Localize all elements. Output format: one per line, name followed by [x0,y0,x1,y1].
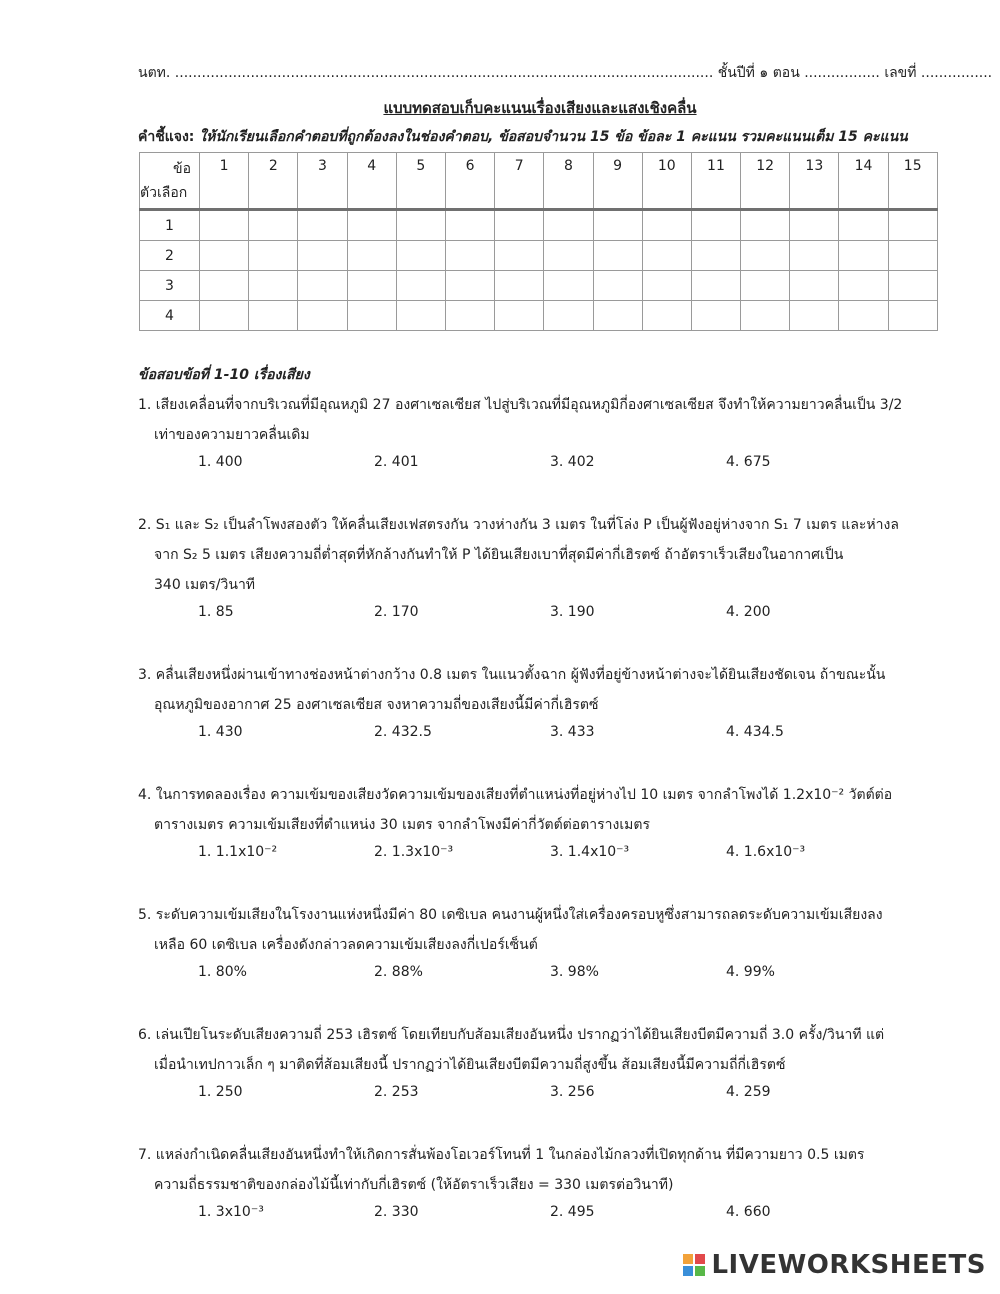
question-4-option-1[interactable]: 1. 1.1x10⁻² [198,844,278,860]
answer-row [140,301,938,331]
answer-cell[interactable] [298,271,347,301]
question-4-line-1: 4. ในการทดลองเรื่อง ความเข้มของเสียงวัดความเข้มของเสียงที่ตำแหน่งที่อยู่ห่างไป 10 เมตร จากลำโพงได้ 1.2x10⁻² วัตต์ต่อ [138,787,893,803]
answer-cell[interactable] [249,210,298,241]
question-4-option-3[interactable]: 3. 1.4x10⁻³ [550,844,630,860]
column-header: 1 [200,153,249,210]
question-2-line-1: 2. S₁ และ S₂ เป็นลำโพงสองตัว ให้คลื่นเสียงเฟสตรงกัน วางห่างกัน 3 เมตร ในที่โล่ง P เป็นผู้ฟังอยู่ห่างจาก S₁ 7 เมตร และห่างล [138,517,899,533]
question-7-option-4[interactable]: 4. 660 [726,1204,771,1220]
answer-cell[interactable] [495,241,544,271]
answer-cell[interactable] [298,210,347,241]
question-6-option-4[interactable]: 4. 259 [726,1084,771,1100]
question-6-option-1[interactable]: 1. 250 [198,1084,243,1100]
answer-cell[interactable] [544,271,593,301]
answer-cell[interactable] [593,210,642,241]
liveworksheets-logo-text: LIVEWORKSHEETS [711,1250,986,1280]
corner-choice-label: ตัวเลือก [140,185,188,201]
answer-cell[interactable] [249,301,298,331]
question-1-line-1: 1. เสียงเคลื่อนที่จากบริเวณที่มีอุณหภูมิ 27 องศาเซลเซียส ไปสู่บริเวณที่มีอุณหภูมิกี่องศาเซลเซียส จึงทำให้ความยาวคลื่นเป็น 3/2 [138,397,903,413]
answer-cell[interactable] [347,301,396,331]
question-7-option-3[interactable]: 2. 495 [550,1204,595,1220]
answer-cell[interactable] [691,241,740,271]
answer-cell[interactable] [888,241,937,271]
answer-cell[interactable] [495,210,544,241]
column-header: 12 [741,153,790,210]
question-7-line-1: 7. แหล่งกำเนิดคลื่นเสียงอันหนึ่งทำให้เกิดการสั่นพ้องโอเวอร์โทนที่ 1 ในกล่องไม้กลวงที่เปิดทุกด้าน ที่มีความยาว 0.5 เมตร [138,1147,865,1163]
answer-cell[interactable] [347,210,396,241]
question-3-option-2[interactable]: 2. 432.5 [374,724,432,740]
question-6-option-3[interactable]: 3. 256 [550,1084,595,1100]
row-header: 1 [140,210,200,241]
answer-cell[interactable] [691,271,740,301]
question-6-option-2[interactable]: 2. 253 [374,1084,419,1100]
answer-cell[interactable] [642,241,691,271]
answer-cell[interactable] [839,210,888,241]
answer-cell[interactable] [396,241,445,271]
row-header: 2 [140,241,200,271]
row-header: 3 [140,271,200,301]
row-header: 4 [140,301,200,331]
answer-cell[interactable] [495,301,544,331]
answer-cell[interactable] [790,301,839,331]
question-3-option-3[interactable]: 3. 433 [550,724,595,740]
answer-cell[interactable] [544,301,593,331]
question-5-line-2: เหลือ 60 เดซิเบล เครื่องดังกล่าวลดความเข้มเสียงลงกี่เปอร์เซ็นต์ [154,937,538,953]
answer-cell[interactable] [445,210,494,241]
answer-cell[interactable] [445,271,494,301]
answer-cell[interactable] [593,241,642,271]
answer-cell[interactable] [642,271,691,301]
answer-cell[interactable] [347,271,396,301]
question-2-line-2: จาก S₂ 5 เมตร เสียงความถี่ต่ำสุดที่หักล้างกันทำให้ P ได้ยินเสียงเบาที่สุดมีค่ากี่เฮิรตซ์ ถ้าอัตราเร็วเสียงในอากาศเป็น [154,547,844,563]
question-3-line-2: อุณหภูมิของอากาศ 25 องศาเซลเซียส จงหาความถี่ของเสียงนี้มีค่ากี่เฮิรตซ์ [154,697,599,713]
answer-cell[interactable] [396,301,445,331]
question-4-option-4[interactable]: 4. 1.6x10⁻³ [726,844,806,860]
answer-cell[interactable] [741,241,790,271]
liveworksheets-logo [683,1250,986,1280]
question-7-option-2[interactable]: 2. 330 [374,1204,419,1220]
question-2-option-4[interactable]: 4. 200 [726,604,771,620]
question-7-option-1[interactable]: 1. 3x10⁻³ [198,1204,264,1220]
column-header: 10 [642,153,691,210]
column-header: 13 [790,153,839,210]
answer-cell[interactable] [445,241,494,271]
answer-cell[interactable] [249,241,298,271]
answer-cell[interactable] [741,301,790,331]
question-1-option-2[interactable]: 2. 401 [374,454,419,470]
answer-cell[interactable] [691,210,740,241]
corner-question-label: ข้อ [173,161,191,177]
question-1-option-1[interactable]: 1. 400 [198,454,243,470]
column-header: 4 [347,153,396,210]
answer-row [140,210,938,241]
answer-table [139,152,938,331]
answer-cell[interactable] [839,241,888,271]
answer-cell[interactable] [396,210,445,241]
answer-cell[interactable] [642,210,691,241]
answer-cell[interactable] [298,241,347,271]
column-header: 15 [888,153,937,210]
question-6-line-2: เมื่อนำเทปกาวเล็ก ๆ มาติดที่ส้อมเสียงนี้ ปรากฏว่าได้ยินเสียงบีตมีความถี่สูงขึ้น ส้อมเสียงนี้มีความถี่กี่เฮิรตซ์ [154,1057,786,1073]
page-title: แบบทดสอบเก็บคะแนนเรื่องเสียงและแสงเชิงคลื่น [383,99,697,117]
column-header: 2 [249,153,298,210]
answer-cell[interactable] [642,301,691,331]
answer-table-corner [140,153,200,210]
answer-cell[interactable] [593,301,642,331]
answer-cell[interactable] [741,271,790,301]
question-2-option-2[interactable]: 2. 170 [374,604,419,620]
question-6-line-1: 6. เล่นเปียโนระดับเสียงความถี่ 253 เฮิรตซ์ โดยเทียบกับส้อมเสียงอันหนึ่ง ปรากฏว่าได้ยินเสียงบีตมีความถี่ 3.0 ครั้ง/วินาที แต่ [138,1027,885,1043]
question-5-option-2[interactable]: 2. 88% [374,964,423,980]
answer-cell[interactable] [888,210,937,241]
question-1-option-4[interactable]: 4. 675 [726,454,771,470]
answer-cell[interactable] [445,301,494,331]
answer-cell[interactable] [593,271,642,301]
answer-cell[interactable] [544,241,593,271]
answer-cell[interactable] [544,210,593,241]
answer-cell[interactable] [839,301,888,331]
question-4-option-2[interactable]: 2. 1.3x10⁻³ [374,844,454,860]
column-header: 6 [445,153,494,210]
answer-cell[interactable] [249,271,298,301]
liveworksheets-logo-icon [683,1254,707,1278]
column-header: 7 [495,153,544,210]
question-2-line-3: 340 เมตร/วินาที [154,577,256,593]
answer-cell[interactable] [200,241,249,271]
column-header: 3 [298,153,347,210]
column-header: 14 [839,153,888,210]
question-5-option-4[interactable]: 4. 99% [726,964,775,980]
question-2-option-3[interactable]: 3. 190 [550,604,595,620]
question-5-line-1: 5. ระดับความเข้มเสียงในโรงงานแห่งหนึ่งมีค่า 80 เดซิเบล คนงานผู้หนึ่งใส่เครื่องครอบหูซึ่งสามารถลดระดับความเข้มเสียงลง [138,907,883,923]
column-header: 8 [544,153,593,210]
answer-cell[interactable] [495,271,544,301]
question-3-option-4[interactable]: 4. 434.5 [726,724,784,740]
question-3-option-1[interactable]: 1. 430 [198,724,243,740]
answer-cell[interactable] [347,241,396,271]
answer-cell[interactable] [200,301,249,331]
column-header: 9 [593,153,642,210]
header-student-info-line: นตท. ......................................................................................................................... ชั้นปีที่ ๑ ตอน ................. เลขที่ ................ [138,65,993,81]
question-1-line-2: เท่าของความยาวคลื่นเดิม [154,427,310,443]
question-1-option-3[interactable]: 3. 402 [550,454,595,470]
answer-cell[interactable] [790,210,839,241]
answer-cell[interactable] [200,210,249,241]
instructions [138,126,908,148]
section-title: ข้อสอบข้อที่ 1-10 เรื่องเสียง [138,367,310,383]
answer-table-header-row [140,153,938,210]
answer-cell[interactable] [888,301,937,331]
question-2-option-1[interactable]: 1. 85 [198,604,234,620]
answer-cell[interactable] [200,271,249,301]
instruction-text: ให้นักเรียนเลือกคำตอบที่ถูกต้องลงในช่องคำตอบ, ข้อสอบจำนวน 15 ข้อ ข้อละ 1 คะแนน รวมคะแนนเต็ม 15 คะแนน [194,129,908,145]
question-7-line-2: ความถี่ธรรมชาติของกล่องไม้นี้เท่ากับกี่เฮิรตซ์ (ให้อัตราเร็วเสียง = 330 เมตรต่อวินาที) [154,1177,674,1193]
answer-cell[interactable] [888,271,937,301]
question-4-line-2: ตารางเมตร ความเข้มเสียงที่ตำแหน่ง 30 เมตร จากลำโพงมีค่ากี่วัตต์ต่อตารางเมตร [154,817,650,833]
answer-row [140,241,938,271]
answer-row [140,271,938,301]
answer-cell[interactable] [396,271,445,301]
answer-cell[interactable] [839,271,888,301]
answer-cell[interactable] [298,301,347,331]
instruction-label: คำชี้แจง: [138,129,195,145]
question-5-option-1[interactable]: 1. 80% [198,964,247,980]
answer-cell[interactable] [790,241,839,271]
column-header: 5 [396,153,445,210]
question-3-line-1: 3. คลื่นเสียงหนึ่งผ่านเข้าทางช่องหน้าต่างกว้าง 0.8 เมตร ในแนวตั้งฉาก ผู้ฟังที่อยู่ข้างหน้าต่างจะได้ยินเสียงชัดเจน ถ้าขณะนั้น [138,667,886,683]
question-5-option-3[interactable]: 3. 98% [550,964,599,980]
answer-cell[interactable] [691,301,740,331]
column-header: 11 [691,153,740,210]
answer-cell[interactable] [741,210,790,241]
answer-cell[interactable] [790,271,839,301]
